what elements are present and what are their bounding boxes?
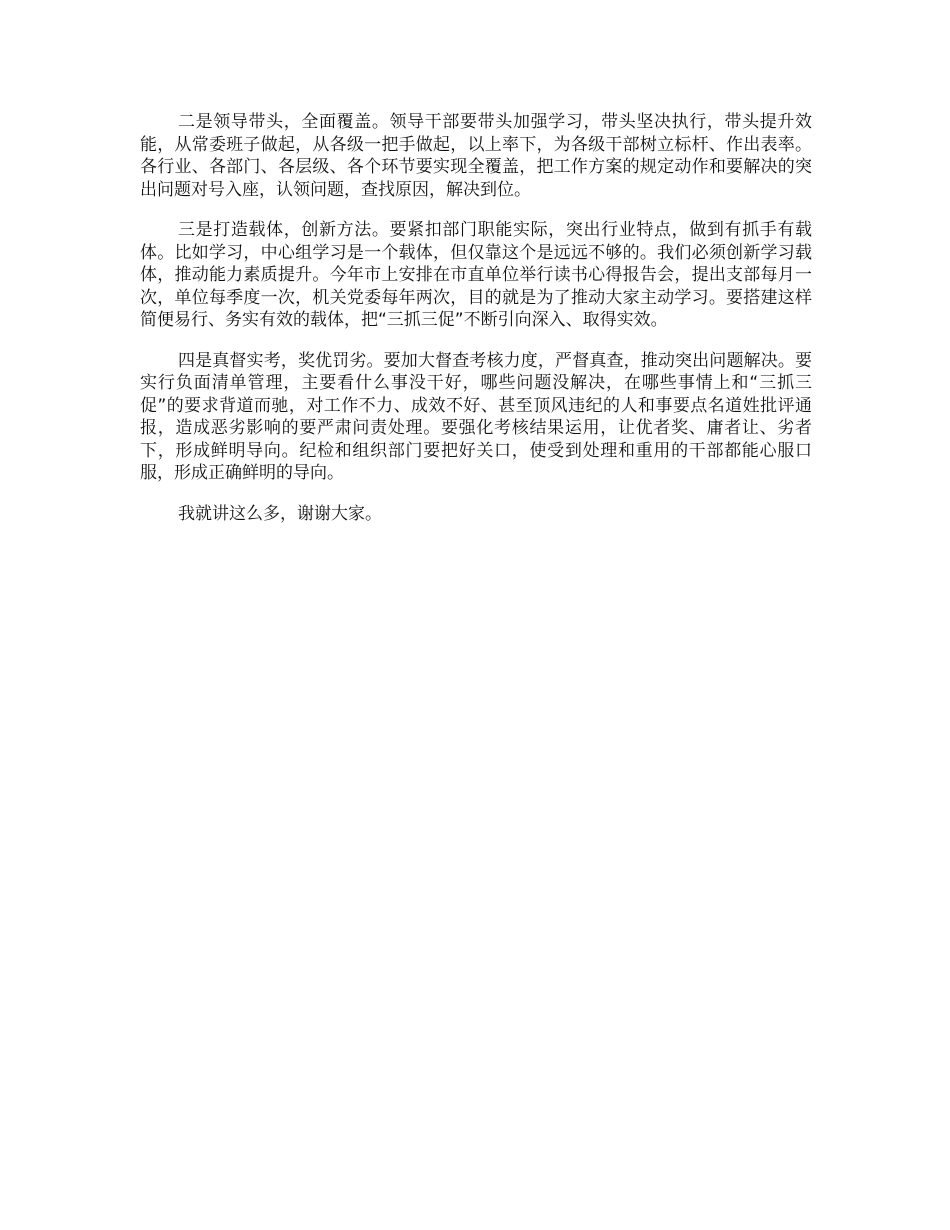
paragraph-closing: 我就讲这么多，谢谢大家。 [178, 503, 382, 524]
paragraph-carrier: 三是打造载体，创新方法。要紧扣部门职能实际，突出行业特点，做到有抓手有载体。比如学习，中心组学习是一个载体，但仅靠这个是远远不够的。我们必须创新学习载体，推动能力素质提升。今年市上安排在市直单位举行读书心得报告会，提出支部每月一次，单位每季度一次，机关党委每年两次，目的就是为了推动大家主动学习。要搭建这样简便易行、务实有效的载体，把“三抓三促”不断引向深入、取得实效。 [140, 220, 812, 330]
paragraph-leadership: 二是领导带头，全面覆盖。领导干部要带头加强学习，带头坚决执行，带头提升效能，从常委班子做起，从各级一把手做起，以上率下，为各级干部树立标杆、作出表率。各行业、各部门、各层级、各个环节要实现全覆盖，把工作方案的规定动作和要解决的突出问题对号入座，认领问题，查找原因，解决到位。 [140, 112, 812, 200]
document-body [140, 111, 812, 543]
paragraph-supervision: 四是真督实考，奖优罚劣。要加大督查考核力度，严督真查，推动突出问题解决。要实行负面清单管理，主要看什么事没干好，哪些问题没解决，在哪些事情上和“三抓三促”的要求背道而驰，对工作不力、成效不好、甚至顶风违纪的人和事要点名道姓批评通报，造成恶劣影响的要严肃问责处理。要强化考核结果运用，让优者奖、庸者让、劣者下，形成鲜明导向。纪检和组织部门要把好关口，使受到处理和重用的干部都能心服口服，形成正确鲜明的导向。 [140, 350, 812, 483]
